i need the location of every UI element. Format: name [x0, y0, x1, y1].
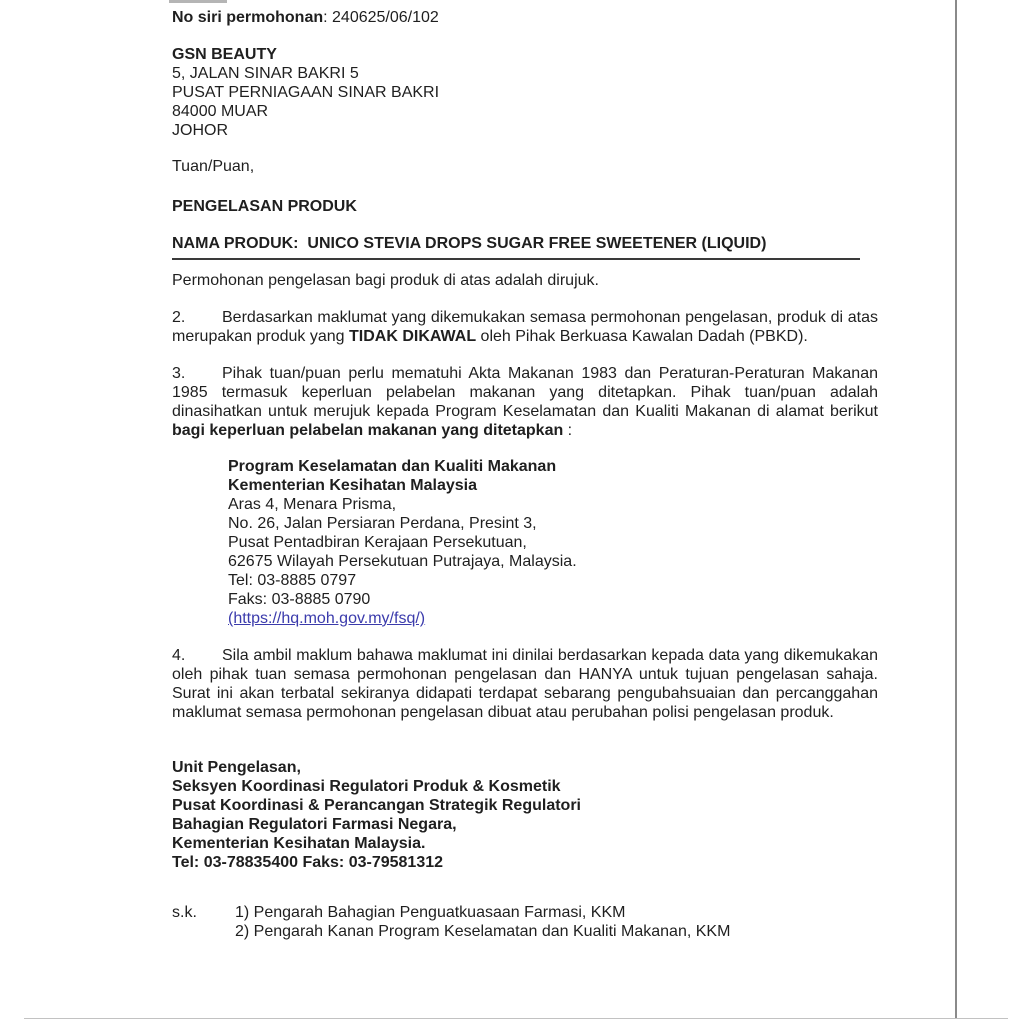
signature-division: Bahagian Regulatori Farmasi Negara,: [172, 816, 457, 833]
moh-website-link[interactable]: (https://hq.moh.gov.my/fsq/): [228, 610, 426, 627]
moh-website-line: [228, 609, 878, 628]
paragraph-4: [172, 646, 878, 722]
moh-address-line: 62675 Wilayah Persekutuan Putrajaya, Malaysia.: [228, 553, 577, 570]
product-name-line: [172, 234, 878, 253]
paragraph-4-number: 4.: [172, 647, 186, 664]
subject-underline: [172, 258, 860, 260]
paragraph-3-text-after: :: [563, 422, 573, 439]
signature-section: Seksyen Koordinasi Regulatori Produk & Kosmetik: [172, 778, 561, 795]
product-name-label: NAMA PRODUK:: [172, 235, 299, 252]
paragraph-2-number: 2.: [172, 309, 186, 326]
salutation: Tuan/Puan,: [172, 158, 255, 175]
signature-block: [172, 758, 878, 872]
signature-phone-fax: Tel: 03-78835400 Faks: 03-79581312: [172, 854, 444, 871]
paragraph-3-number: 3.: [172, 365, 186, 382]
cc-block: [172, 903, 878, 941]
recipient-address-line: 5, JALAN SINAR BAKRI 5: [172, 65, 359, 82]
moh-fax-line: Faks: 03-8885 0790: [228, 591, 371, 608]
moh-address-line: Aras 4, Menara Prisma,: [228, 496, 397, 513]
paragraph-3-bold-text: bagi keperluan pelabelan makanan yang ditetapkan: [172, 422, 564, 439]
recipient-name: GSN BEAUTY: [172, 46, 277, 63]
moh-address-block: [228, 457, 878, 628]
paragraph-4-text: Sila ambil maklum bahawa maklumat ini dinilai berdasarkan kepada data yang dikemukakan oleh pihak tuan semasa permohonan pengelasan dan HANYA untuk tujuan pengelasan sahaja. Surat ini akan terbatal sekiranya didapati terdapat sebarang pengubahsuaian dan percanggahan maklumat semasa permohonan pengelasan dibuat atau perubahan polisi pengelasan produk.: [172, 647, 878, 721]
paragraph-2: [172, 308, 878, 346]
cc-item: 1) Pengarah Bahagian Penguatkuasaan Farmasi, KKM: [235, 904, 626, 921]
signature-centre: Pusat Koordinasi & Perancangan Strategik Regulatori: [172, 797, 581, 814]
moh-phone-line: Tel: 03-8885 0797: [228, 572, 357, 589]
recipient-address-line: 84000 MUAR: [172, 103, 269, 120]
serial-number-value: : 240625/06/102: [323, 9, 439, 26]
signature-unit: Unit Pengelasan,: [172, 759, 301, 776]
moh-ministry-name: Kementerian Kesihatan Malaysia: [228, 477, 477, 494]
recipient-address-line: JOHOR: [172, 122, 228, 139]
signature-ministry: Kementerian Kesihatan Malaysia.: [172, 835, 426, 852]
paragraph-2-text-after: oleh Pihak Berkuasa Kawalan Dadah (PBKD).: [476, 328, 808, 345]
product-name-value: UNICO STEVIA DROPS SUGAR FREE SWEETENER (LIQUID): [307, 235, 767, 252]
paragraph-2-bold-text: TIDAK DIKAWAL: [349, 328, 477, 345]
cc-item: 2) Pengarah Kanan Program Keselamatan dan Kualiti Makanan, KKM: [235, 923, 731, 940]
moh-address-line: Pusat Pentadbiran Kerajaan Persekutuan,: [228, 534, 527, 551]
intro-paragraph: Permohonan pengelasan bagi produk di atas adalah dirujuk.: [172, 272, 599, 289]
page-edge-right: [955, 0, 957, 1018]
subject-heading: PENGELASAN PRODUK: [172, 198, 357, 215]
scan-artifact-top: [169, 0, 227, 3]
recipient-address-block: [172, 45, 878, 140]
letter-document: [172, 6, 878, 941]
paragraph-3-text: Pihak tuan/puan perlu mematuhi Akta Makanan 1983 dan Peraturan-Peraturan Makanan 1985 termasuk keperluan pelabelan makanan yang ditetapkan. Pihak tuan/puan adalah dinasihatkan untuk merujuk kepada Program Keselamatan dan Kualiti Makanan di alamat berikut: [172, 365, 878, 420]
moh-address-line: No. 26, Jalan Persiaran Perdana, Presint 3,: [228, 515, 537, 532]
recipient-address-line: PUSAT PERNIAGAAN SINAR BAKRI: [172, 84, 440, 101]
paragraph-3: [172, 364, 878, 440]
moh-program-name: Program Keselamatan dan Kualiti Makanan: [228, 458, 557, 475]
cc-label: s.k.: [172, 904, 197, 921]
cc-items: [235, 903, 730, 941]
page-edge-bottom: [24, 1018, 1008, 1019]
paragraph-2-text: Berdasarkan maklumat yang dikemukakan semasa permohonan pengelasan, produk di atas merupakan produk yang: [172, 309, 878, 345]
serial-number-label: No siri permohonan: [172, 9, 324, 26]
serial-number-line: [172, 8, 878, 27]
